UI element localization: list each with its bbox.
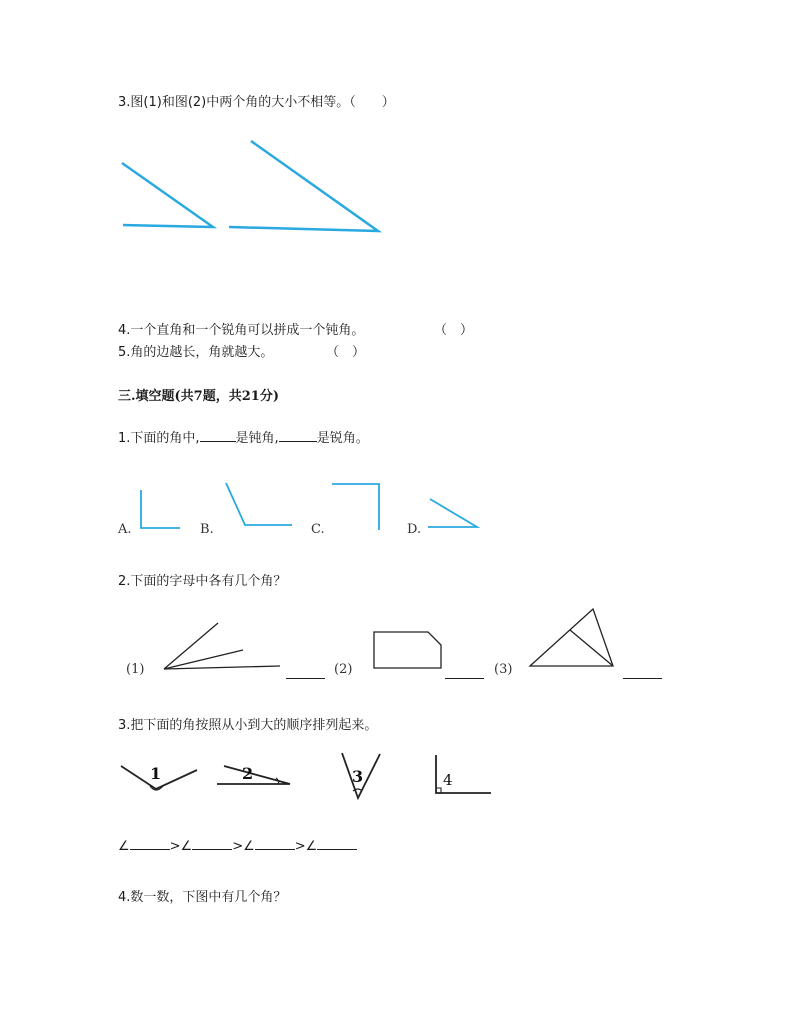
gt-sym-3: >∠ <box>294 839 318 854</box>
angle-number-1: 1 <box>150 764 162 783</box>
gt-sym-2: >∠ <box>232 839 255 854</box>
fill-4-text: 4.数一数，下图中有几个角？ <box>118 890 287 905</box>
fill-3-blank-3[interactable] <box>255 849 295 850</box>
fill-2-label-3: (3) <box>494 662 513 677</box>
fill-3-blank-1[interactable] <box>130 849 170 850</box>
fill-3-blank-2[interactable] <box>192 849 232 850</box>
fill-1-prefix: 1.下面的角中, <box>118 431 200 446</box>
gt-sym-1: >∠ <box>169 839 193 854</box>
angle-number-4: 4 <box>443 771 453 789</box>
fill-2-text: 2.下面的字母中各有几个角？ <box>118 574 287 589</box>
question-5-text: 5.角的边越长，角就越大。 <box>118 345 274 360</box>
option-c-label: C. <box>311 522 325 537</box>
option-d-label: D. <box>407 522 422 537</box>
question-4-paren: （ ） <box>434 323 474 338</box>
option-b-label: B. <box>200 522 214 537</box>
fill-2-label-2: (2) <box>334 662 353 677</box>
angle-number-2: 2 <box>242 764 254 783</box>
section-title: 三.填空题(共7题，共21分) <box>118 389 279 404</box>
fill-1-mid: 是钝角, <box>235 431 279 446</box>
angle-sym: ∠ <box>118 839 130 854</box>
fill-2-label-1: (1) <box>126 662 145 677</box>
fill-3-answer-line <box>118 839 357 855</box>
fill-3-blank-4[interactable] <box>317 849 357 850</box>
option-a-label: A. <box>118 522 132 537</box>
fill-3-text: 3.把下面的角按照从小到大的顺序排列起来。 <box>118 718 378 733</box>
question-5-paren: （ ） <box>326 345 366 360</box>
fill-1-suffix: 是锐角。 <box>316 431 369 446</box>
question-3-text: 3.图(1)和图(2)中两个角的大小不相等。（ ） <box>118 95 395 110</box>
angle-number-3: 3 <box>352 767 364 786</box>
question-4-text: 4.一个直角和一个锐角可以拼成一个钝角。 <box>118 323 365 338</box>
